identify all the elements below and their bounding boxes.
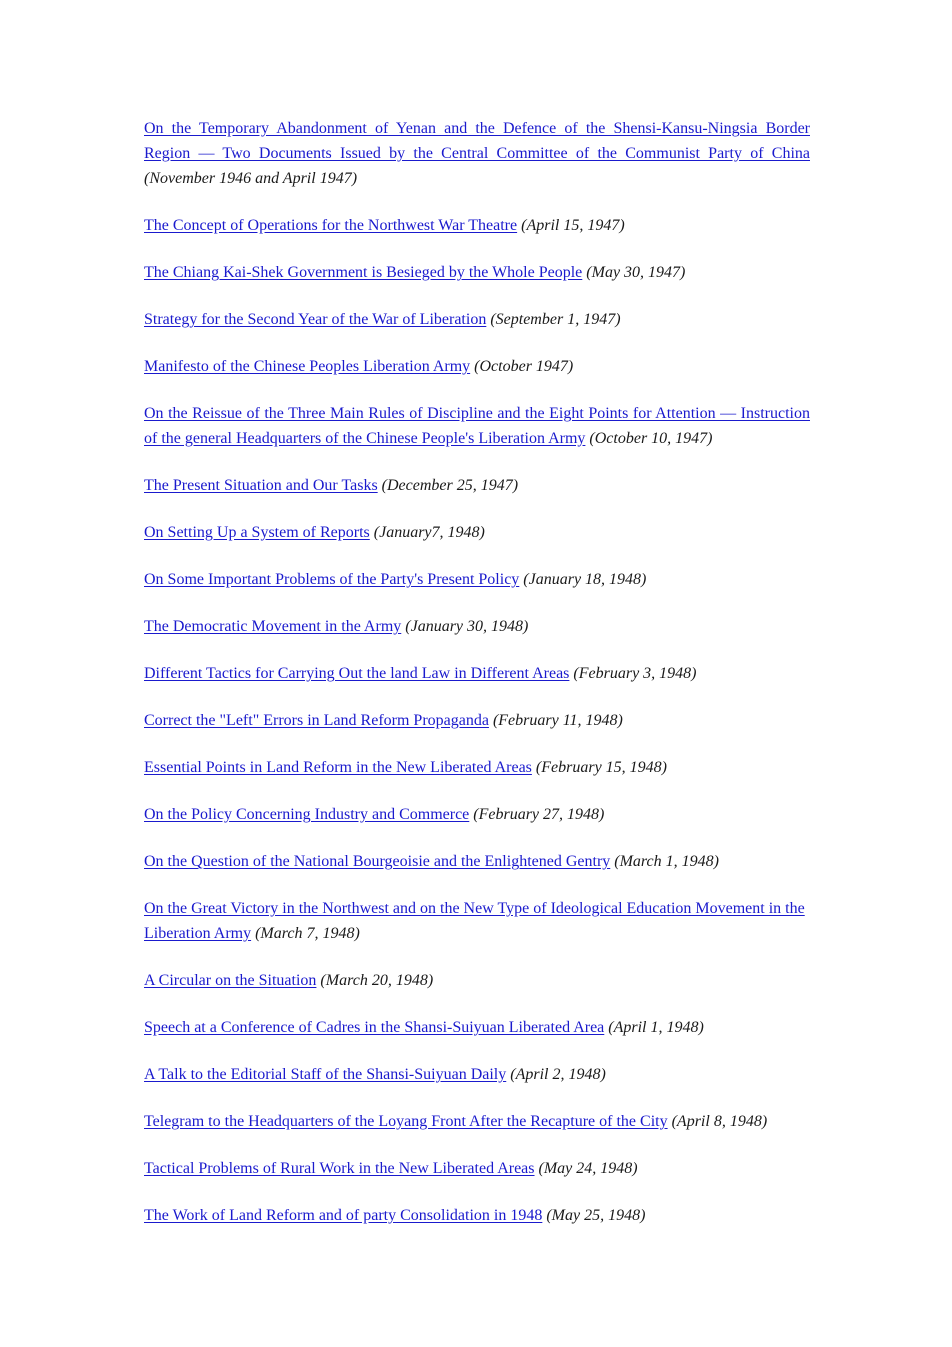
list-item xyxy=(144,1109,810,1134)
entry-link[interactable]: On Setting Up a System of Reports xyxy=(144,524,370,541)
list-item xyxy=(144,307,810,332)
list-item xyxy=(144,354,810,379)
entry-date: (January 30, 1948) xyxy=(405,618,529,635)
list-item xyxy=(144,755,810,780)
entry-date: (April 8, 1948) xyxy=(671,1113,768,1130)
list-item xyxy=(144,802,810,827)
list-item xyxy=(144,520,810,545)
list-item xyxy=(144,567,810,592)
entry-date: (March 1, 1948) xyxy=(614,853,719,870)
entry-date: (October 10, 1947) xyxy=(589,430,713,447)
entry-link[interactable]: A Circular on the Situation xyxy=(144,972,317,989)
list-item xyxy=(144,1156,810,1181)
entry-link[interactable]: Different Tactics for Carrying Out the land Law in Different Areas xyxy=(144,665,570,682)
contents-list xyxy=(144,116,810,1250)
entry-date: (March 7, 1948) xyxy=(255,925,360,942)
entry-date: (April 15, 1947) xyxy=(521,217,625,234)
entry-date: (March 20, 1948) xyxy=(320,972,434,989)
entry-date: (February 27, 1948) xyxy=(473,806,605,823)
list-item xyxy=(144,614,810,639)
entry-date: (February 11, 1948) xyxy=(492,712,623,729)
entry-date: (April 2, 1948) xyxy=(510,1066,606,1083)
entry-link[interactable]: On the Reissue of the Three Main Rules of Discipline and the Eight Points for Attention — Instruction of the general Headquarters of the Chinese People's Liberation Army xyxy=(144,405,810,447)
list-item xyxy=(144,1015,810,1040)
entry-link[interactable]: The Democratic Movement in the Army xyxy=(144,618,402,635)
entry-link[interactable]: Telegram to the Headquarters of the Loyang Front After the Recapture of the City xyxy=(144,1113,668,1130)
entry-date: (December 25, 1947) xyxy=(381,477,519,494)
list-item xyxy=(144,1062,810,1087)
list-item xyxy=(144,708,810,733)
entry-date: (May 30, 1947) xyxy=(586,264,686,281)
entry-link[interactable]: Correct the "Left" Errors in Land Reform Propaganda xyxy=(144,712,489,729)
entry-link[interactable]: On the Great Victory in the Northwest and on the New Type of Ideological Education Movement in the Liberation Army xyxy=(144,900,805,942)
entry-link[interactable]: The Concept of Operations for the Northwest War Theatre xyxy=(144,217,518,234)
entry-date: (October 1947) xyxy=(474,358,574,375)
entry-link[interactable]: On the Temporary Abandonment of Yenan and the Defence of the Shensi-Kansu-Ningsia Border Region — Two Documents Issued by the Central Committee of the Communist Party of China xyxy=(144,120,810,162)
entry-link[interactable]: The Present Situation and Our Tasks xyxy=(144,477,378,494)
list-item xyxy=(144,116,810,191)
list-item xyxy=(144,661,810,686)
list-item xyxy=(144,1203,810,1228)
entry-date: (May 24, 1948) xyxy=(538,1160,638,1177)
entry-link[interactable]: Speech at a Conference of Cadres in the Shansi-Suiyuan Liberated Area xyxy=(144,1019,605,1036)
entry-link[interactable]: Manifesto of the Chinese Peoples Liberation Army xyxy=(144,358,471,375)
entry-date: (January 18, 1948) xyxy=(523,571,647,588)
entry-date: (September 1, 1947) xyxy=(490,311,621,328)
list-item xyxy=(144,473,810,498)
entry-link[interactable]: Essential Points in Land Reform in the New Liberated Areas xyxy=(144,759,532,776)
entry-link[interactable]: On Some Important Problems of the Party's Present Policy xyxy=(144,571,520,588)
entry-link[interactable]: The Chiang Kai-Shek Government is Besieged by the Whole People xyxy=(144,264,583,281)
entry-link[interactable]: On the Question of the National Bourgeoisie and the Enlightened Gentry xyxy=(144,853,611,870)
entry-link[interactable]: Tactical Problems of Rural Work in the New Liberated Areas xyxy=(144,1160,535,1177)
entry-date: (May 25, 1948) xyxy=(546,1207,646,1224)
entry-link[interactable]: The Work of Land Reform and of party Consolidation in 1948 xyxy=(144,1207,543,1224)
entry-date: (February 3, 1948) xyxy=(573,665,697,682)
list-item xyxy=(144,896,810,946)
entry-date: (January7, 1948) xyxy=(373,524,485,541)
list-item xyxy=(144,968,810,993)
list-item xyxy=(144,213,810,238)
entry-link[interactable]: A Talk to the Editorial Staff of the Shansi-Suiyuan Daily xyxy=(144,1066,507,1083)
entry-date: (February 15, 1948) xyxy=(535,759,667,776)
entry-link[interactable]: Strategy for the Second Year of the War of Liberation xyxy=(144,311,487,328)
entry-date: (November 1946 and April 1947) xyxy=(144,170,358,187)
list-item xyxy=(144,260,810,285)
entry-link[interactable]: On the Policy Concerning Industry and Commerce xyxy=(144,806,470,823)
entry-date: (April 1, 1948) xyxy=(608,1019,704,1036)
list-item xyxy=(144,401,810,451)
list-item xyxy=(144,849,810,874)
